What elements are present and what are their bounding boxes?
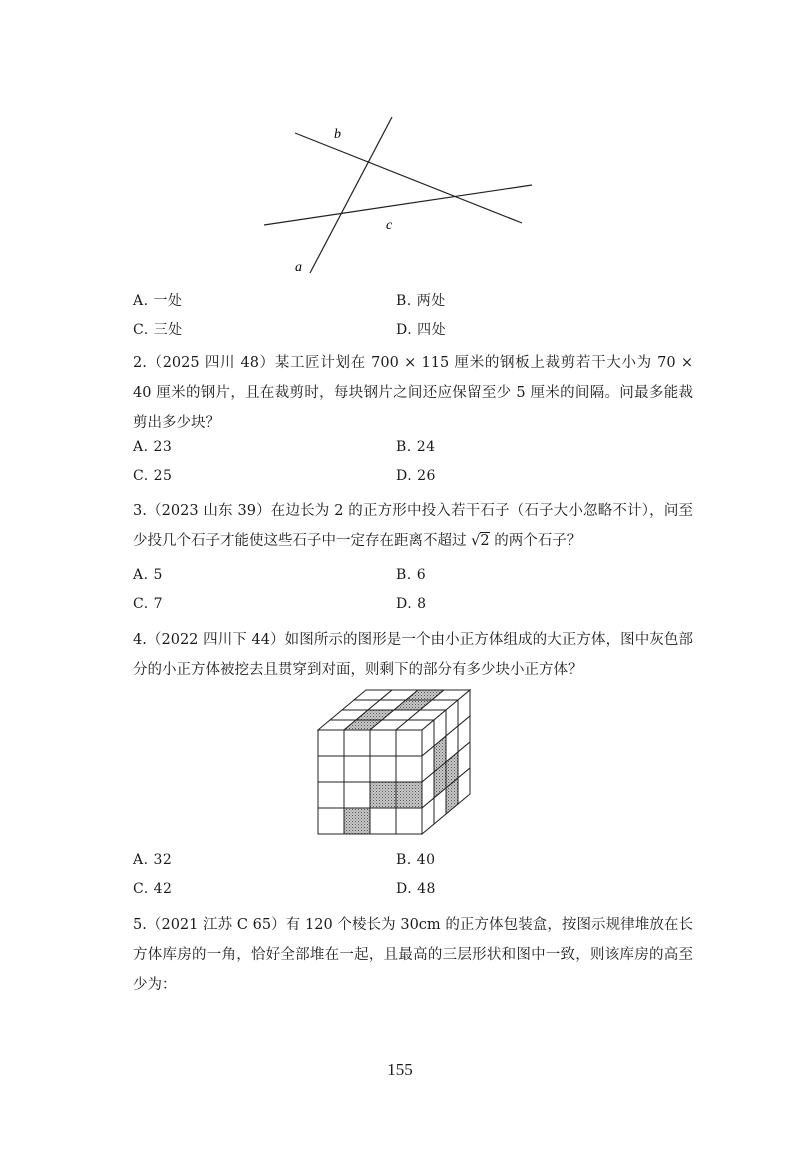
sqrt-value: 2 — [480, 533, 490, 549]
line-b — [295, 133, 522, 223]
line-c — [264, 185, 532, 225]
q3-stem — [133, 496, 693, 556]
q2-option-a[interactable]: A. 23 — [133, 439, 173, 455]
cube-front-cell — [396, 808, 422, 834]
q1-option-a[interactable]: A. 一处 — [133, 293, 183, 309]
q3-option-a[interactable]: A. 5 — [133, 567, 163, 583]
lines-figure — [250, 115, 550, 285]
cube-front-cell — [318, 756, 344, 782]
q4-stem: 4.（2022 四川下 44）如图所示的图形是一个由小正方体组成的大正方体，图中灰色部分的小正方体被挖去且贯穿到对面，则剩下的部分有多少块小正方体？ — [133, 632, 693, 678]
q1-option-c[interactable]: C. 三处 — [133, 322, 183, 338]
q4-option-a[interactable]: A. 32 — [133, 852, 173, 868]
q4-option-c[interactable]: C. 42 — [133, 881, 173, 897]
cube-front-cell — [396, 730, 422, 756]
sqrt-expression: √2 — [471, 533, 490, 549]
q1-option-b[interactable]: B. 两处 — [396, 293, 446, 309]
cube-front-cell — [344, 730, 370, 756]
label-a: a — [295, 260, 302, 275]
q2-option-c[interactable]: C. 25 — [133, 468, 173, 484]
cube-front-cell — [318, 782, 344, 808]
q3-stem-after: 的两个石子？ — [494, 533, 582, 549]
q4-option-b[interactable]: B. 40 — [396, 852, 436, 868]
cube-front-cell — [396, 782, 422, 808]
cube-front-cell — [318, 808, 344, 834]
cube-front-cell — [370, 756, 396, 782]
q1-option-d[interactable]: D. 四处 — [396, 322, 447, 338]
cube-front-cell — [318, 730, 344, 756]
cube-front-cell — [344, 808, 370, 834]
label-c: c — [386, 218, 393, 233]
q2-stem: 2.（2025 四川 48）某工匠计划在 700 × 115 厘米的钢板上裁剪若干大小为 70 × 40 厘米的钢片，且在裁剪时，每块钢片之间还应保留至少 5 厘米的间隔。问最多能裁剪出多少块？ — [133, 355, 693, 431]
cube-front-cell — [396, 756, 422, 782]
cube-front-face — [318, 730, 422, 834]
q3-option-c[interactable]: C. 7 — [133, 596, 164, 612]
q2-option-b[interactable]: B. 24 — [396, 439, 436, 455]
cube-front-cell — [370, 730, 396, 756]
cube-front-cell — [370, 808, 396, 834]
page-number: 155 — [387, 1060, 413, 1079]
q3-stem-before: 3.（2023 山东 39）在边长为 2 的正方形中投入若干石子（石子大小忽略不计），问至少投几个石子才能使这些石子中一定存在距离不超过 — [133, 503, 693, 549]
cube-front-cell — [344, 782, 370, 808]
label-b: b — [334, 127, 341, 142]
q4-option-d[interactable]: D. 48 — [396, 881, 436, 897]
cube-front-cell — [344, 756, 370, 782]
q3-option-d[interactable]: D. 8 — [396, 596, 427, 612]
q3-option-b[interactable]: B. 6 — [396, 567, 427, 583]
q2-option-d[interactable]: D. 26 — [396, 468, 436, 484]
q5-stem: 5.（2021 江苏 C 65）有 120 个棱长为 30cm 的正方体包装盒，按图示规律堆放在长方体库房的一角，恰好全部堆在一起，且最高的三层形状和图中一致，则该库房的高至少为： — [133, 917, 693, 993]
cube-figure — [310, 680, 490, 840]
line-a — [310, 117, 392, 273]
cube-front-cell — [370, 782, 396, 808]
